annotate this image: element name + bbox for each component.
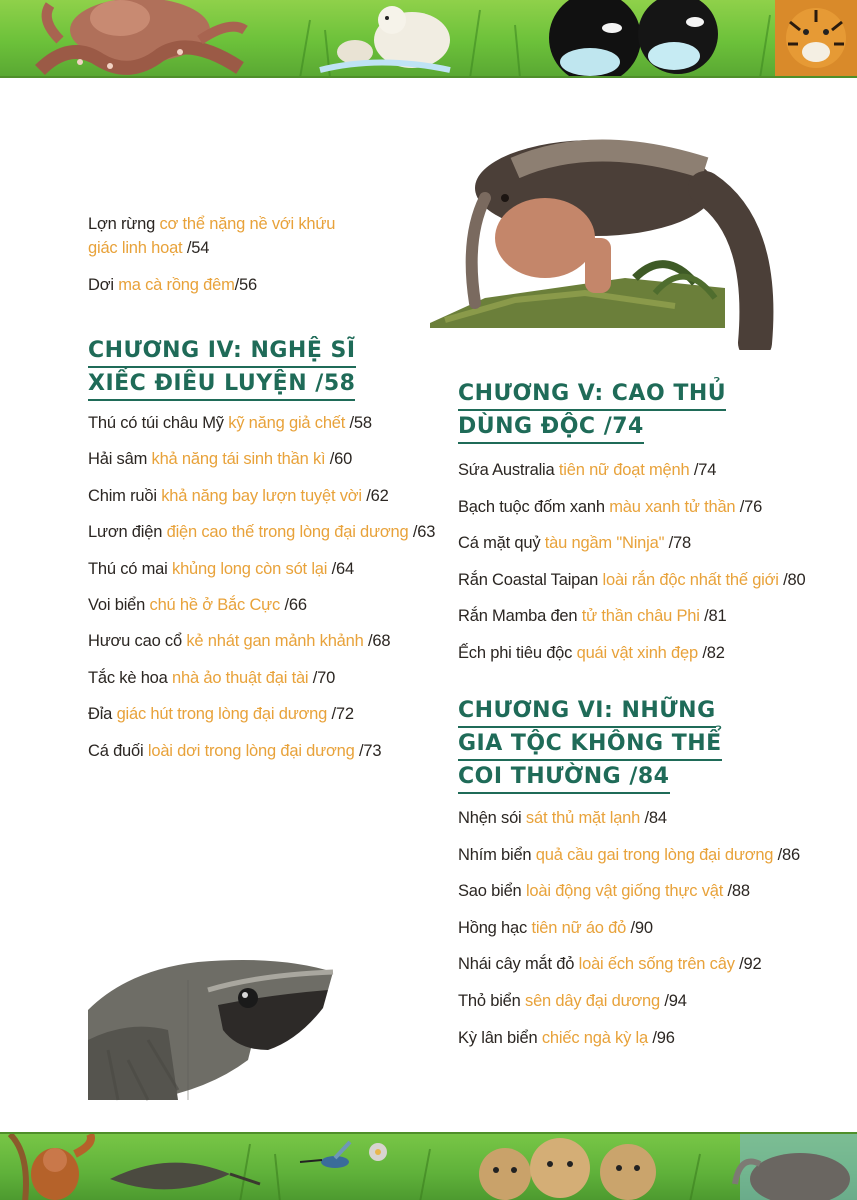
- entry-description: cơ thể nặng nề với khứu giác linh hoạt: [88, 215, 336, 257]
- entry-name: Sứa Australia: [458, 461, 555, 479]
- entry-description: giác hút trong lòng đại dương: [116, 705, 328, 724]
- entry-description: tử thần châu Phi: [581, 607, 700, 626]
- entry-page-number: /73: [358, 741, 382, 760]
- toc-entry[interactable]: [458, 641, 850, 665]
- entry-page-number: /63: [412, 523, 436, 542]
- entry-name: Cá mặt quỷ: [458, 534, 541, 553]
- bottom-banner: [0, 1132, 857, 1200]
- right-column: [458, 378, 850, 1050]
- entry-page-number: /66: [284, 595, 307, 614]
- entry-description: kỹ năng giả chết: [228, 414, 346, 432]
- entry-description: tiên nữ áo đỏ: [531, 918, 627, 937]
- bottom-banner-art: [0, 1134, 857, 1200]
- toc-entry[interactable]: [458, 495, 850, 519]
- entry-name: Thỏ biển: [458, 991, 521, 1010]
- entry-page-number: /60: [329, 450, 353, 469]
- entry-page-number: /72: [331, 705, 354, 724]
- toc-entry-bat[interactable]: [88, 273, 468, 297]
- entry-page-number: /86: [777, 845, 801, 864]
- toc-entry[interactable]: [458, 879, 850, 903]
- toc-entry[interactable]: [88, 593, 468, 617]
- hummingbird-icon: [300, 1142, 387, 1168]
- entry-name: Lợn rừng: [88, 215, 156, 233]
- entry-description: tiên nữ đoạt mệnh: [558, 461, 690, 479]
- entry-page-number: /74: [693, 461, 717, 479]
- entry-page-number: /70: [312, 668, 336, 687]
- entry-page-number: /54: [186, 239, 210, 257]
- toc-entry[interactable]: [458, 531, 850, 555]
- toc-entry[interactable]: [458, 1026, 850, 1050]
- chapter-heading-line: XIẾC ĐIÊU LUYỆN /58: [88, 368, 355, 401]
- tiger-icon: [775, 0, 857, 78]
- chapter-heading-line: CHƯƠNG VI: NHỮNG: [458, 695, 716, 728]
- entry-description: quả cầu gai trong lòng đại dương: [535, 845, 774, 864]
- toc-entry[interactable]: [88, 557, 468, 581]
- toc-entry[interactable]: [458, 843, 850, 867]
- chapter-6-entries: [458, 806, 850, 1050]
- entry-description: nhà ảo thuật đại tài: [172, 668, 309, 687]
- top-banner-art: [0, 0, 857, 78]
- entry-name: Voi biển: [88, 595, 146, 614]
- lion-cubs-icon: [479, 1138, 656, 1200]
- toc-entry[interactable]: [88, 447, 468, 471]
- entry-description: khả năng tái sinh thần kì: [151, 450, 326, 469]
- entry-page-number: /88: [727, 882, 750, 901]
- entry-description: ma cà rồng đêm: [118, 276, 235, 294]
- octopus-icon: [40, 0, 245, 70]
- snake-icon: [88, 950, 340, 1102]
- entry-page-number: /58: [349, 414, 372, 432]
- entry-name: Lươn điện: [88, 523, 163, 542]
- chapter-4-heading[interactable]: [88, 335, 468, 401]
- entry-description: loài ếch sống trên cây: [578, 955, 735, 974]
- entry-name: Hồng hạc: [458, 918, 528, 937]
- entry-name: Nhện sói: [458, 808, 522, 827]
- orca-icon: [549, 0, 718, 78]
- entry-description: sát thủ mặt lạnh: [525, 808, 641, 827]
- chapter-heading-line: CHƯƠNG IV: NGHỆ SĨ: [88, 335, 356, 368]
- entry-description: khả năng bay lượn tuyệt vời: [161, 486, 362, 505]
- entry-description: chiếc ngà kỳ lạ: [541, 1028, 648, 1047]
- entry-page-number: /94: [664, 991, 687, 1010]
- entry-name: Nhái cây mắt đỏ: [458, 955, 575, 974]
- elephant-seal-icon: [735, 1134, 857, 1200]
- chapter-4-entries: [88, 411, 468, 763]
- left-column: [88, 212, 468, 763]
- anteater-icon: [425, 128, 785, 350]
- polar-bear-icon: [320, 6, 450, 70]
- toc-entry[interactable]: [88, 739, 468, 763]
- entry-description: điện cao thế trong lòng đại dương: [166, 523, 409, 542]
- chapter-5-entries: [458, 458, 850, 665]
- chapter-heading-line: DÙNG ĐỘC /74: [458, 411, 644, 444]
- entry-name: Ếch phi tiêu độc: [458, 643, 573, 662]
- toc-entry[interactable]: [88, 666, 468, 690]
- stingray-icon: [110, 1163, 260, 1190]
- entry-page-number: /64: [331, 559, 354, 578]
- entry-description: màu xanh tử thần: [609, 497, 736, 516]
- entry-name: Cá đuối: [88, 741, 144, 760]
- entry-page-number: /90: [630, 918, 653, 937]
- entry-page-number: /92: [739, 955, 762, 974]
- toc-entry[interactable]: [88, 520, 468, 544]
- entry-description: tàu ngầm "Ninja": [544, 534, 665, 553]
- entry-name: Nhím biển: [458, 845, 532, 864]
- entry-name: Rắn Coastal Taipan: [458, 570, 599, 589]
- top-banner: [0, 0, 857, 78]
- toc-entry[interactable]: [458, 989, 850, 1013]
- toc-entry[interactable]: [458, 604, 850, 628]
- entry-description: sên dây đại dương: [525, 991, 660, 1010]
- entry-page-number: /82: [702, 643, 725, 662]
- chapter-6-heading[interactable]: [458, 695, 850, 794]
- entry-description: loài rắn độc nhất thế giới: [602, 570, 779, 589]
- entry-description: loài dơi trong lòng đại dương: [147, 741, 355, 760]
- entry-name: Kỳ lân biển: [458, 1028, 538, 1047]
- entry-page-number: /78: [668, 534, 691, 553]
- toc-entry[interactable]: [458, 916, 850, 940]
- entry-name: Thú có mai: [88, 559, 168, 578]
- chapter-heading-line: CHƯƠNG V: CAO THỦ: [458, 378, 726, 411]
- toc-entry[interactable]: [88, 702, 468, 726]
- toc-entry[interactable]: [458, 952, 850, 976]
- toc-entry[interactable]: [88, 484, 468, 508]
- chapter-heading-line: COI THƯỜNG /84: [458, 761, 670, 794]
- entry-description: chú hề ở Bắc Cực: [149, 595, 281, 614]
- entry-name: Sao biển: [458, 882, 522, 901]
- entry-name: Tắc kè hoa: [88, 668, 168, 687]
- entry-description: quái vật xinh đẹp: [576, 643, 698, 662]
- entry-page-number: /76: [739, 497, 763, 516]
- entry-name: Dơi: [88, 276, 114, 294]
- entry-name: Chim ruồi: [88, 486, 157, 505]
- entry-name: Đỉa: [88, 705, 113, 724]
- toc-entry-wild-boar[interactable]: [88, 212, 348, 260]
- entry-page-number: /84: [644, 808, 667, 827]
- entry-page-number: /62: [366, 486, 389, 505]
- entry-description: khủng long còn sót lại: [172, 559, 328, 578]
- toc-entry[interactable]: [458, 568, 850, 592]
- orangutan-icon: [10, 1134, 91, 1200]
- entry-page-number: /81: [704, 607, 727, 626]
- entry-page-number: /56: [234, 276, 257, 294]
- chapter-5-heading[interactable]: [458, 378, 850, 444]
- chapter-heading-line: GIA TỘC KHÔNG THỂ: [458, 728, 722, 761]
- entry-name: Hải sâm: [88, 450, 148, 469]
- entry-description: loài động vật giống thực vật: [525, 882, 724, 901]
- entry-name: Rắn Mamba đen: [458, 607, 578, 626]
- toc-entry[interactable]: [88, 629, 468, 653]
- entry-name: Hươu cao cổ: [88, 632, 182, 651]
- entry-page-number: /68: [368, 632, 391, 651]
- toc-entry[interactable]: [458, 806, 850, 830]
- toc-entry[interactable]: [88, 411, 468, 435]
- toc-entry[interactable]: [458, 458, 850, 482]
- entry-name: Bạch tuộc đốm xanh: [458, 497, 605, 516]
- entry-page-number: /80: [783, 570, 806, 589]
- entry-page-number: /96: [652, 1028, 675, 1047]
- entry-description: kẻ nhát gan mảnh khảnh: [186, 632, 364, 651]
- entry-name: Thú có túi châu Mỹ: [88, 414, 224, 432]
